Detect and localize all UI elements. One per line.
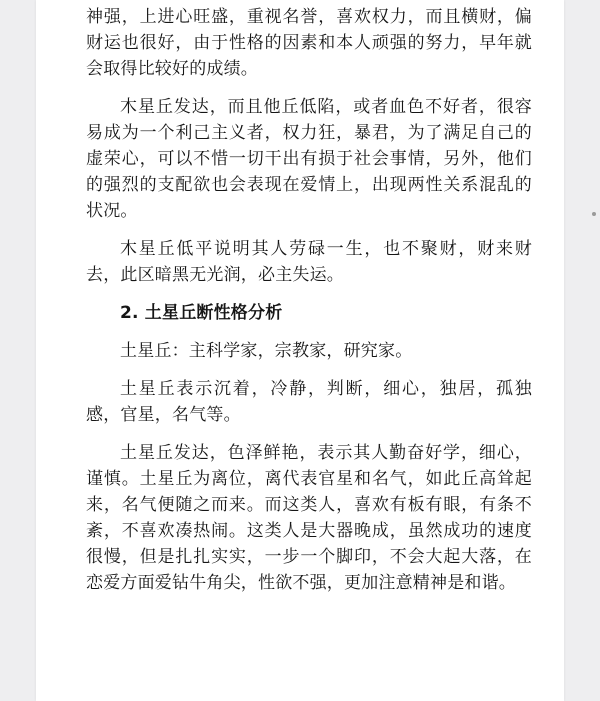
document-page (36, 0, 564, 701)
section-heading: 2. 土星丘断性格分析 (120, 303, 283, 323)
paragraph-6: 土星丘发达，色泽鲜艳，表示其人勤奋好学，细心，谨慎。土星丘为离位，离代表官星和名气，如此丘高耸起来，名气便随之而来。而这类人，喜欢有板有眼，有条不紊，不喜欢凑热闹。这类人是大器晚成，虽然成功的速度很慢，但是扎扎实实，一步一个脚印，不会大起大落，在恋爱方面爱钻牛角尖，性欲不强，更加注意精神是和谐。 (86, 443, 532, 593)
scroll-indicator-dot (592, 212, 596, 216)
paragraph-4: 土星丘：主科学家，宗教家，研究家。 (120, 341, 413, 361)
document-body (86, 4, 532, 608)
paragraph-5: 土星丘表示沉着，冷静，判断，细心，独居，孤独感，官星，名气等。 (86, 379, 532, 425)
paragraph-1: 神强，上进心旺盛，重视名誉，喜欢权力，而且横财，偏财运也很好，由于性格的因素和本人顽强的努力，早年就会取得比较好的成绩。 (86, 7, 532, 79)
paragraph-3: 木星丘低平说明其人劳碌一生，也不聚财，财来财去，此区暗黑无光润，必主失运。 (86, 239, 532, 285)
paragraph-2: 木星丘发达，而且他丘低陷，或者血色不好者，很容易成为一个利己主义者，权力狂，暴君，为了满足自己的虚荣心，可以不惜一切干出有损于社会事情，另外，他们的强烈的支配欲也会表现在爱情上，出现两性关系混乱的状况。 (86, 97, 532, 221)
